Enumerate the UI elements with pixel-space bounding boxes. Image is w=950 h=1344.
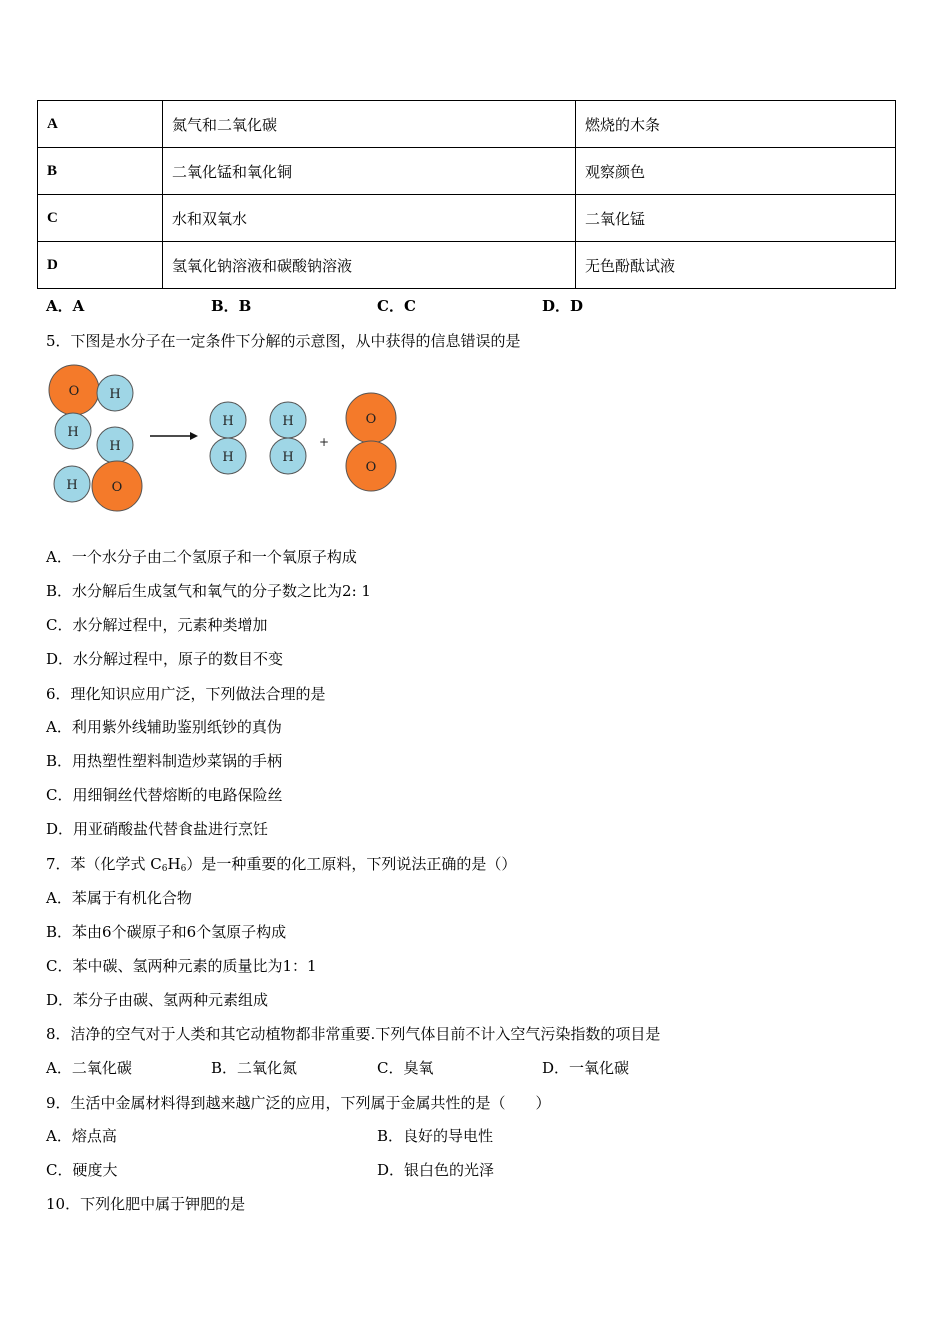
q8-option-a: A．二氧化碳 xyxy=(46,1059,132,1077)
q7-stem xyxy=(46,853,516,874)
q9-option-a: A．熔点高 xyxy=(46,1127,117,1145)
q5-option-c: C．水分解过程中，元素种类增加 xyxy=(46,616,268,634)
q4-choice-b: B．B xyxy=(211,297,252,315)
q8-option-b: B．二氧化氮 xyxy=(211,1059,298,1077)
atom-label: H xyxy=(222,450,234,465)
atom-label: O xyxy=(111,480,123,495)
row-substances: 二氧化锰和氧化铜 xyxy=(163,148,576,195)
q4-choice-c: C．C xyxy=(377,297,416,315)
atom-label: H xyxy=(282,414,294,429)
q7-stem-pre: 7．苯（化学式 C xyxy=(46,855,162,873)
options-table xyxy=(37,100,896,289)
q7-stem-mid: H xyxy=(167,855,181,873)
row-label: A xyxy=(38,101,163,148)
table-row xyxy=(38,195,896,242)
plus-sign: + xyxy=(318,435,330,449)
table-row xyxy=(38,242,896,289)
atom-label: H xyxy=(282,450,294,465)
q4-choice-d: D．D xyxy=(542,297,584,315)
q9-stem: 9．生活中金属材料得到越来越广泛的应用，下列属于金属共性的是（ ） xyxy=(46,1094,551,1112)
row-label: D xyxy=(38,242,163,289)
atom-label: H xyxy=(109,387,121,402)
q6-option-a: A．利用紫外线辅助鉴别纸钞的真伪 xyxy=(46,718,282,736)
q8-option-c: C．臭氧 xyxy=(377,1059,434,1077)
q5-option-d: D．水分解过程中，原子的数目不变 xyxy=(46,650,284,668)
row-method: 观察颜色 xyxy=(576,148,896,195)
q9-option-c: C．硬度大 xyxy=(46,1161,118,1179)
table-row xyxy=(38,148,896,195)
row-method: 二氧化锰 xyxy=(576,195,896,242)
q6-stem: 6．理化知识应用广泛，下列做法合理的是 xyxy=(46,685,326,703)
atom-label: H xyxy=(222,414,234,429)
row-substances: 水和双氧水 xyxy=(163,195,576,242)
q9-option-d: D．银白色的光泽 xyxy=(377,1161,495,1179)
q6-option-c: C．用细铜丝代替熔断的电路保险丝 xyxy=(46,786,283,804)
atom-label: O xyxy=(68,384,80,399)
q7-option-a: A．苯属于有机化合物 xyxy=(46,889,192,907)
q8-stem: 8．洁净的空气对于人类和其它动植物都非常重要.下列气体目前不计入空气污染指数的项目是 xyxy=(46,1025,661,1043)
atom-label: H xyxy=(67,425,79,440)
q5-stem: 5．下图是水分子在一定条件下分解的示意图，从中获得的信息错误的是 xyxy=(46,332,521,350)
atom-label: H xyxy=(66,478,78,493)
row-substances: 氮气和二氧化碳 xyxy=(163,101,576,148)
q6-option-b: B．用热塑性塑料制造炒菜锅的手柄 xyxy=(46,752,283,770)
q7-stem-post: ）是一种重要的化工原料，下列说法正确的是（） xyxy=(186,855,517,873)
q4-choice-a: A．A xyxy=(46,297,85,315)
atom-label: O xyxy=(365,412,377,427)
q9-option-b: B．良好的导电性 xyxy=(377,1127,494,1145)
water-decomposition-diagram xyxy=(44,360,404,520)
q7-option-c: C．苯中碳、氢两种元素的质量比为1：1 xyxy=(46,957,317,975)
q7-sub-c: 6 xyxy=(161,864,168,874)
table-row xyxy=(38,101,896,148)
q8-option-d: D．一氧化碳 xyxy=(542,1059,630,1077)
row-method: 燃烧的木条 xyxy=(576,101,896,148)
row-label: C xyxy=(38,195,163,242)
row-label: B xyxy=(38,148,163,195)
q5-option-b: B．水分解后生成氢气和氧气的分子数之比为2: 1 xyxy=(46,582,371,600)
q7-option-d: D．苯分子由碳、氢两种元素组成 xyxy=(46,991,269,1009)
reaction-arrow-icon xyxy=(150,432,198,440)
atom-label: O xyxy=(365,460,377,475)
q10-stem: 10．下列化肥中属于钾肥的是 xyxy=(46,1195,246,1213)
q6-option-d: D．用亚硝酸盐代替食盐进行烹饪 xyxy=(46,820,269,838)
q7-option-b: B．苯由6个碳原子和6个氢原子构成 xyxy=(46,923,287,941)
atom-label: H xyxy=(109,439,121,454)
row-method: 无色酚酞试液 xyxy=(576,242,896,289)
q5-option-a: A．一个水分子由二个氢原子和一个氧原子构成 xyxy=(46,548,357,566)
row-substances: 氢氧化钠溶液和碳酸钠溶液 xyxy=(163,242,576,289)
q7-sub-h: 6 xyxy=(180,864,187,874)
